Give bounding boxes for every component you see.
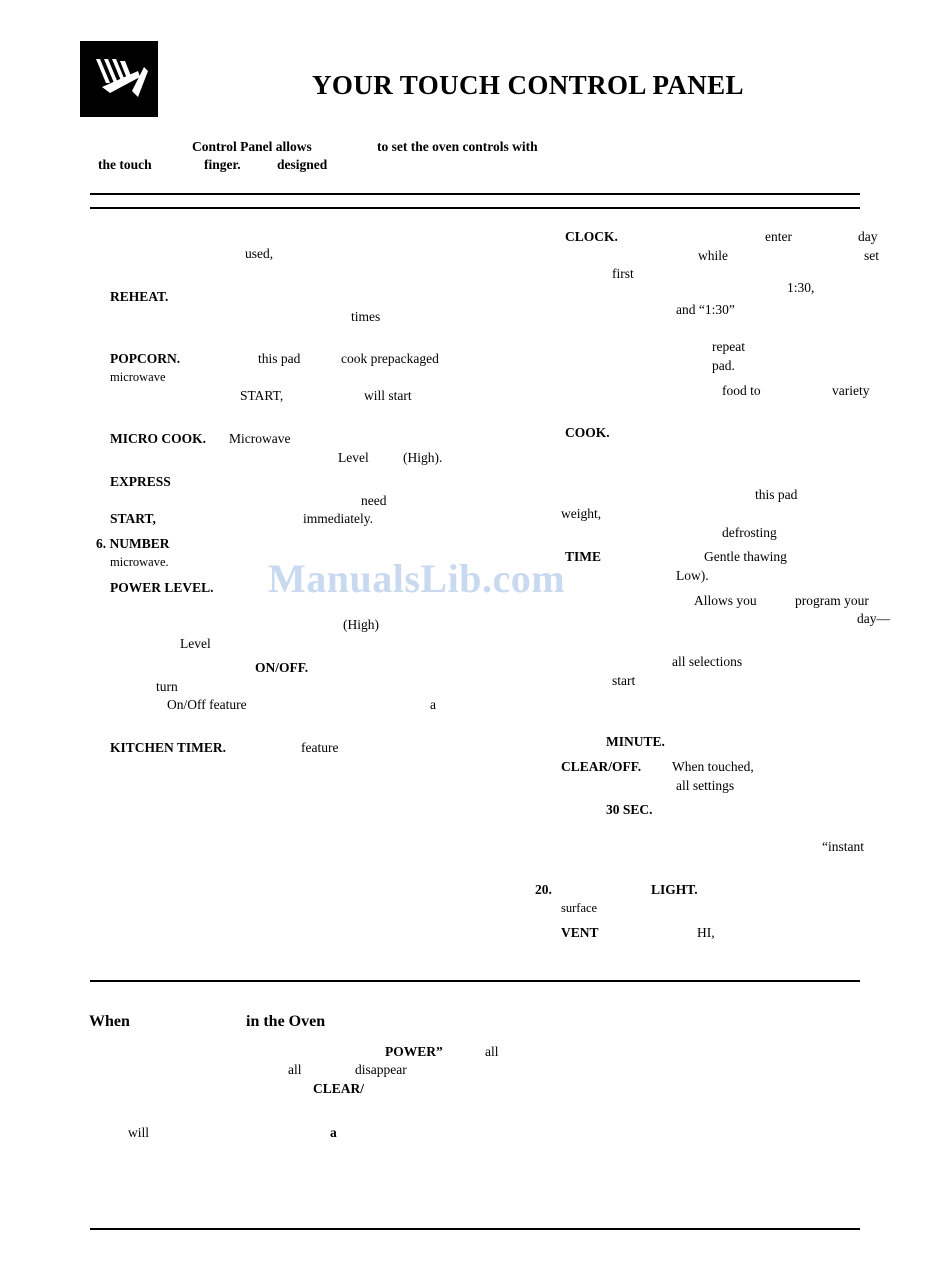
text-fragment: “instant: [822, 839, 864, 854]
text-fragment: times: [351, 309, 381, 324]
text-fragment: Allows you: [694, 593, 757, 608]
text-fragment: day—: [857, 611, 890, 626]
text-fragment: When touched,: [672, 759, 754, 774]
text-fragment: day: [858, 229, 878, 244]
intro-text-fragment: to set the oven controls with: [377, 139, 538, 154]
text-fragment: set: [864, 248, 879, 263]
text-fragment: COOK.: [565, 425, 610, 440]
text-fragment: variety: [832, 383, 870, 398]
text-fragment: HI,: [697, 925, 715, 940]
text-fragment: a: [330, 1125, 337, 1140]
text-fragment: 1:30,: [787, 280, 815, 295]
text-fragment: LIGHT.: [651, 882, 698, 897]
ge-monogram-logo-icon: [80, 41, 158, 117]
text-fragment: this pad: [755, 487, 798, 502]
text-fragment: microwave: [110, 370, 166, 384]
watermark: ManualsLib.com: [268, 556, 566, 601]
text-fragment: MINUTE.: [606, 734, 665, 749]
text-fragment: start: [612, 673, 636, 688]
text-fragment: all: [485, 1044, 499, 1059]
intro-text-fragment: finger.: [204, 157, 241, 172]
text-fragment: food to: [722, 383, 761, 398]
text-fragment: Level: [180, 636, 211, 651]
divider: [90, 980, 860, 982]
text-fragment: CLEAR/OFF.: [561, 759, 642, 774]
text-fragment: all settings: [676, 778, 735, 793]
text-fragment: POWER”: [385, 1044, 443, 1059]
text-fragment: CLOCK.: [565, 229, 618, 244]
intro-text-fragment: designed: [277, 157, 328, 172]
bottom-heading-fragment: When: [89, 1013, 130, 1030]
text-fragment: (High).: [403, 450, 443, 465]
divider: [90, 193, 860, 195]
text-fragment: program your: [795, 593, 869, 608]
text-fragment: 20.: [535, 882, 552, 897]
text-fragment: all: [288, 1062, 302, 1077]
text-fragment: used,: [245, 246, 274, 261]
text-fragment: Gentle thawing: [704, 549, 787, 564]
text-fragment: POPCORN.: [110, 351, 181, 366]
text-fragment: POWER LEVEL.: [110, 580, 214, 595]
intro-text-fragment: Control Panel allows: [192, 139, 312, 154]
text-fragment: MICRO COOK.: [110, 431, 206, 446]
text-fragment: surface: [561, 901, 598, 915]
text-fragment: START,: [110, 511, 156, 526]
text-fragment: enter: [765, 229, 792, 244]
divider: [90, 1228, 860, 1230]
text-fragment: repeat: [712, 339, 745, 354]
text-fragment: EXPRESS: [110, 474, 171, 489]
text-fragment: and “1:30”: [676, 302, 735, 317]
text-fragment: cook prepackaged: [341, 351, 439, 366]
text-fragment: this pad: [258, 351, 301, 366]
text-fragment: START,: [240, 388, 284, 403]
text-fragment: turn: [156, 679, 178, 694]
bottom-heading-fragment: in the Oven: [246, 1013, 326, 1030]
text-fragment: Low).: [676, 568, 709, 583]
text-fragment: On/Off feature: [167, 697, 247, 712]
text-fragment: 6. NUMBER: [96, 536, 170, 551]
text-fragment: KITCHEN TIMER.: [110, 740, 227, 755]
text-fragment: CLEAR/: [313, 1081, 365, 1096]
text-fragment: TIME: [565, 549, 602, 564]
divider: [90, 207, 860, 209]
text-fragment: need: [361, 493, 387, 508]
text-fragment: microwave.: [110, 555, 169, 569]
text-fragment: Microwave: [229, 431, 291, 446]
text-fragment: ON/OFF.: [255, 660, 309, 675]
text-fragment: VENT: [561, 925, 599, 940]
text-fragment: feature: [301, 740, 339, 755]
intro-text-fragment: the touch: [98, 157, 152, 172]
text-fragment: will start: [364, 388, 412, 403]
text-fragment: immediately.: [303, 511, 373, 526]
text-fragment: weight,: [561, 506, 602, 521]
text-fragment: disappear: [355, 1062, 407, 1077]
text-fragment: first: [612, 266, 634, 281]
text-fragment: (High): [343, 617, 379, 632]
text-fragment: Level: [338, 450, 369, 465]
text-fragment: 30 SEC.: [606, 802, 653, 817]
text-fragment: while: [698, 248, 728, 263]
text-fragment: defrosting: [722, 525, 777, 540]
text-fragment: REHEAT.: [110, 289, 169, 304]
page-title: YOUR TOUCH CONTROL PANEL: [312, 70, 744, 100]
text-fragment: pad.: [712, 358, 735, 373]
text-fragment: all selections: [672, 654, 743, 669]
text-fragment: will: [128, 1125, 150, 1140]
text-fragment: a: [430, 697, 436, 712]
